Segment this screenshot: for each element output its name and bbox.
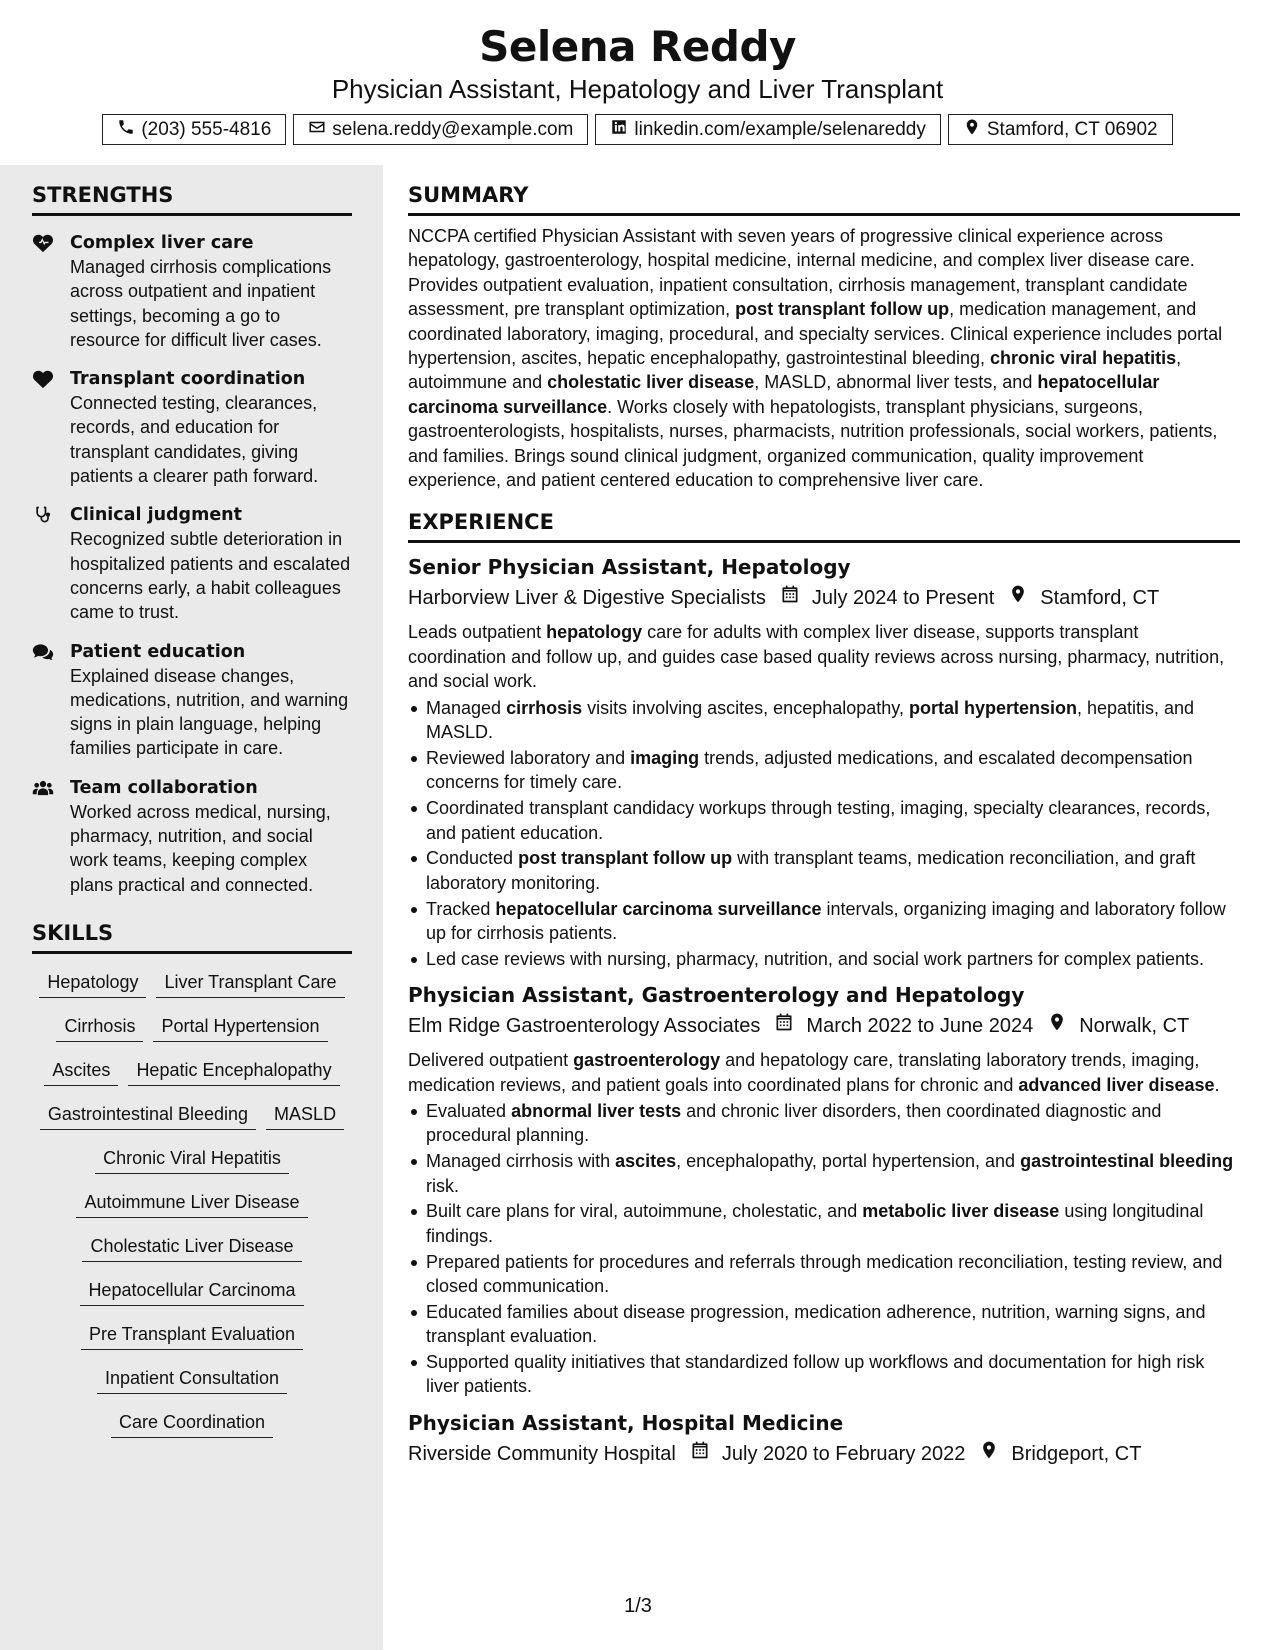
email-address: selena.reddy@example.com xyxy=(332,118,574,140)
contact-linkedin[interactable] xyxy=(595,114,941,145)
candidate-title: Physician Assistant, Hepatology and Liver Transplant xyxy=(331,74,944,104)
bullet-item: Managed cirrhosis visits involving ascites, encephalopathy, portal hypertension, hepatitis, and MASLD. xyxy=(408,696,1240,745)
bullet-item: Led case reviews with nursing, pharmacy, nutrition, and social work partners for complex patients. xyxy=(408,947,1240,971)
job-title: Senior Physician Assistant, Hepatology xyxy=(408,555,851,580)
map-pin-icon xyxy=(965,1439,1011,1469)
skill-tag: MASLD xyxy=(266,1092,344,1130)
bullet-item: Reviewed laboratory and imaging trends, adjusted medications, and escalated decompensation concerns for timely care. xyxy=(408,746,1240,795)
job-description: Leads outpatient hepatology care for adults with complex liver disease, supports transplant coordination and follow up, and guides case based quality reviews across nursing, pharmacy, nutrition, and social work. xyxy=(408,622,1225,692)
job-description: Delivered outpatient gastroenterology and hepatology care, translating laboratory trends, imaging, medication reviews, and patient goals into coordinated plans for chronic and advanced liver disease. xyxy=(408,1050,1220,1095)
strength-item xyxy=(32,776,352,897)
stethoscope-icon xyxy=(32,503,70,624)
company-name: Harborview Liver & Digestive Specialists xyxy=(408,587,766,610)
skill-tag: Cholestatic Liver Disease xyxy=(82,1224,301,1262)
job-location: Norwalk, CT xyxy=(1079,1015,1190,1038)
skill-tag: Hepatic Encephalopathy xyxy=(128,1048,339,1086)
envelope-icon xyxy=(308,118,326,142)
strength-item xyxy=(32,640,352,761)
heartbeat-icon xyxy=(32,231,70,352)
strength-title: Clinical judgment xyxy=(70,505,243,526)
heart-icon xyxy=(32,367,70,488)
linkedin-url: linkedin.com/example/selenareddy xyxy=(634,118,926,140)
phone-number: (203) 555-4816 xyxy=(141,118,272,140)
bullet-item: Prepared patients for procedures and referrals through medication reconciliation, testing review, and closed communication. xyxy=(408,1250,1240,1299)
bullet-item: Coordinated transplant candidacy workups through testing, imaging, specialty clearances, records, and patient education. xyxy=(408,796,1240,845)
summary-text: NCCPA certified Physician Assistant with seven years of progressive clinical experience across hepatology, gastroenterology, hospital medicine, internal medicine, and complex liver disease care. Provides outpatient evaluation, inpatient consultation, cirrhosis management, transplant candidate assessment, pre transplant optimization, post transplant follow up, medication management, and coordinated laboratory, imaging, procedural, and specialty services. Clinical experience includes portal hypertension, ascites, hepatic encephalopathy, gastrointestinal bleeding, chronic viral hepatitis, autoimmune and cholestatic liver disease, MASLD, abnormal liver tests, and hepatocellular carcinoma surveillance. Works closely with hepatologists, transplant physicians, surgeons, gastroenterologists, hospitalists, nurses, pharmacists, nutrition professionals, social workers, patients, and families. Brings sound clinical judgment, organized communication, quality improvement experience, and patient centered education to comprehensive liver care. xyxy=(408,226,1223,491)
skill-tag: Inpatient Consultation xyxy=(97,1356,287,1394)
skill-tag: Autoimmune Liver Disease xyxy=(76,1180,307,1218)
strength-text: Recognized subtle deterioration in hospitalized patients and escalated concerns early, a habit colleagues came to trust. xyxy=(70,529,351,623)
skill-tag: Cirrhosis xyxy=(56,1004,143,1042)
job-meta xyxy=(408,583,1240,613)
resume-header xyxy=(0,0,1275,165)
location-text: Stamford, CT 06902 xyxy=(986,118,1158,140)
strength-title: Transplant coordination xyxy=(70,369,306,390)
page-number: 1/3 xyxy=(624,1595,652,1617)
job-entry xyxy=(408,981,1240,1399)
company-name: Riverside Community Hospital xyxy=(408,1442,676,1465)
job-meta xyxy=(408,1011,1240,1041)
bullet-item: Supported quality initiatives that standardized follow up workflows and documentation for high risk liver patients. xyxy=(408,1350,1240,1399)
skill-tag: Chronic Viral Hepatitis xyxy=(95,1136,289,1174)
job-title: Physician Assistant, Hospital Medicine xyxy=(408,1410,844,1435)
strength-title: Team collaboration xyxy=(70,777,258,798)
job-bullets xyxy=(408,1099,1240,1399)
strengths-heading: STRENGTHS xyxy=(32,183,352,216)
job-dates: July 2024 to Present xyxy=(811,587,995,610)
strength-text: Explained disease changes, medications, nutrition, and warning signs in plain language, helping families participate in care. xyxy=(70,665,349,759)
skill-tag: Pre Transplant Evaluation xyxy=(81,1312,303,1350)
main-content xyxy=(408,165,1240,1469)
job-title: Physician Assistant, Gastroenterology and Hepatology xyxy=(408,983,1025,1008)
strength-item xyxy=(32,367,352,488)
strength-title: Complex liver care xyxy=(70,233,254,253)
calendar-icon xyxy=(766,583,812,613)
bullet-item: Educated families about disease progression, medication adherence, nutrition, warning signs, and transplant evaluation. xyxy=(408,1300,1240,1349)
job-entry xyxy=(408,1409,1240,1469)
skill-tag: Hepatocellular Carcinoma xyxy=(80,1268,303,1306)
job-bullets xyxy=(408,696,1240,971)
comments-icon xyxy=(32,640,70,761)
bullet-item: Conducted post transplant follow up with transplant teams, medication reconciliation, and graft laboratory monitoring. xyxy=(408,846,1240,895)
job-dates: March 2022 to June 2024 xyxy=(806,1015,1034,1038)
bullet-item: Tracked hepatocellular carcinoma surveillance intervals, organizing imaging and laboratory follow up for cirrhosis patients. xyxy=(408,897,1240,946)
calendar-icon xyxy=(676,1439,722,1469)
bullet-item: Built care plans for viral, autoimmune, cholestatic, and metabolic liver disease using longitudinal findings. xyxy=(408,1199,1240,1248)
contact-phone[interactable] xyxy=(102,114,286,145)
users-icon xyxy=(32,776,70,897)
job-location: Bridgeport, CT xyxy=(1011,1442,1142,1465)
map-pin-icon xyxy=(1033,1011,1079,1041)
skill-tag: Portal Hypertension xyxy=(153,1004,327,1042)
strength-item xyxy=(32,503,352,624)
strength-item xyxy=(32,231,352,352)
bullet-item: Evaluated abnormal liver tests and chronic liver disorders, then coordinated diagnostic and procedural planning. xyxy=(408,1099,1240,1148)
summary-heading: SUMMARY xyxy=(408,183,1240,216)
sidebar xyxy=(0,165,383,1650)
contact-bar xyxy=(0,114,1275,145)
phone-icon xyxy=(117,118,135,142)
skills-heading: SKILLS xyxy=(32,921,352,954)
skill-tag: Care Coordination xyxy=(111,1400,273,1438)
map-pin-icon xyxy=(963,118,981,142)
skill-tag: Liver Transplant Care xyxy=(156,960,344,998)
contact-email[interactable] xyxy=(293,114,588,145)
strength-text: Managed cirrhosis complications across outpatient and inpatient settings, becoming a go to resource for difficult liver cases. xyxy=(70,257,332,350)
skills-list xyxy=(32,960,352,1444)
skill-tag: Ascites xyxy=(44,1048,118,1086)
experience-heading: EXPERIENCE xyxy=(408,510,1240,543)
linkedin-icon xyxy=(610,118,628,142)
skill-tag: Hepatology xyxy=(39,960,146,998)
job-meta xyxy=(408,1439,1240,1469)
job-dates: July 2020 to February 2022 xyxy=(721,1442,966,1465)
skill-tag: Gastrointestinal Bleeding xyxy=(40,1092,256,1130)
job-location: Stamford, CT xyxy=(1040,587,1160,610)
calendar-icon xyxy=(760,1011,806,1041)
candidate-name: Selena Reddy xyxy=(479,22,796,71)
bullet-item: Managed cirrhosis with ascites, encephalopathy, portal hypertension, and gastrointestinal bleeding risk. xyxy=(408,1149,1240,1198)
contact-location[interactable] xyxy=(948,114,1173,145)
strength-text: Worked across medical, nursing, pharmacy, nutrition, and social work teams, keeping complex plans practical and connected. xyxy=(70,801,331,895)
company-name: Elm Ridge Gastroenterology Associates xyxy=(408,1015,761,1038)
map-pin-icon xyxy=(994,583,1040,613)
strength-title: Patient education xyxy=(70,641,246,662)
strength-text: Connected testing, clearances, records, and education for transplant candidates, giving patients a clearer path forward. xyxy=(70,393,319,487)
experience-list xyxy=(408,553,1240,1468)
job-entry xyxy=(408,553,1240,971)
